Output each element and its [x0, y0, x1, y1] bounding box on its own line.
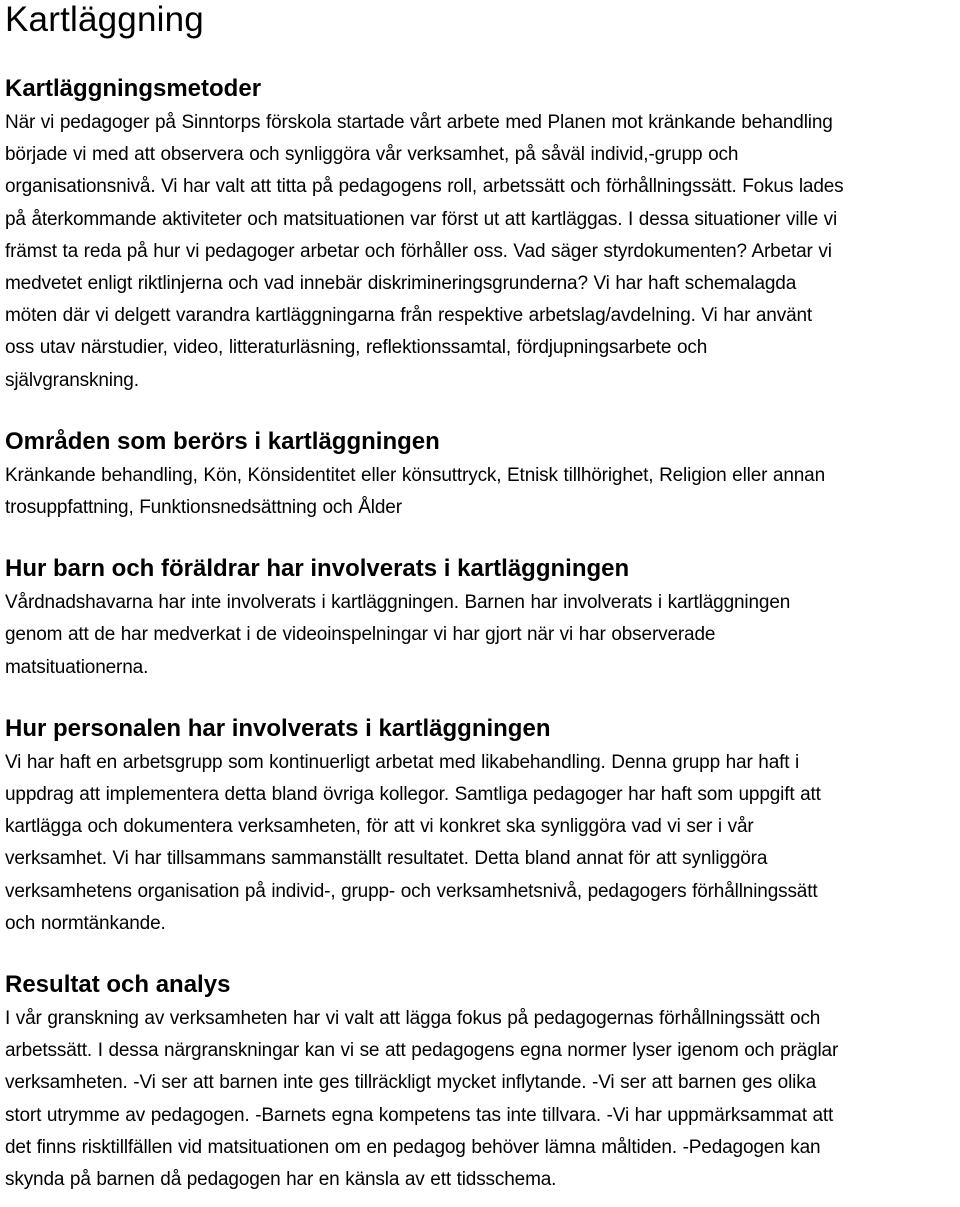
text-line: Kränkande behandling, Kön, Könsidentitet eller könsuttryck, Etnisk tillhörighet, Religion eller annan: [5, 464, 826, 486]
section-heading-barn-foraldrar: Hur barn och föräldrar har involverats i kartläggningen: [5, 555, 630, 583]
document-page: [5, 0, 953, 1196]
text-line: främst ta reda på hur vi pedagoger arbetar och förhåller oss. Vad säger styrdokumenten? Arbetar vi: [5, 240, 832, 262]
text-line: uppdrag att implementera detta bland övriga kollegor. Samtliga pedagoger har haft som uppgift att: [5, 784, 821, 806]
text-line: skynda på barnen då pedagogen har en känsla av ett tidsschema.: [5, 1169, 557, 1191]
text-line: genom att de har medverkat i de videoinspelningar vi har gjort när vi har observerade: [5, 624, 716, 646]
page-title: Kartläggning: [5, 0, 204, 39]
section-body-barn-foraldrar: [5, 587, 953, 684]
text-line: stort utrymme av pedagogen. -Barnets egna kompetens tas inte tillvara. -Vi har uppmärksammat att: [5, 1104, 834, 1126]
text-line: kartlägga och dokumentera verksamheten, för att vi konkret ska synliggöra vad vi ser i vår: [5, 816, 754, 838]
text-line: oss utav närstudier, video, litteraturläsning, reflektionssamtal, fördjupningsarbete och: [5, 337, 708, 359]
section-heading-resultat: Resultat och analys: [5, 971, 231, 999]
text-line: och normtänkande.: [5, 912, 166, 934]
section-body-resultat: [5, 1003, 953, 1196]
text-line: medvetet enligt riktlinjerna och vad innebär diskrimineringsgrunderna? Vi har haft schemalagda: [5, 273, 797, 295]
text-line: på återkommande aktiviteter och matsituationen var först ut att kartläggas. I dessa situationer ville vi: [5, 208, 838, 230]
section-heading-omraden: Områden som berörs i kartläggningen: [5, 427, 440, 455]
text-line: det finns risktillfällen vid matsituationen om en pedagog behöver lämna måltiden. -Pedagogen kan: [5, 1136, 821, 1158]
section-heading-kartlaggningsmetoder: Kartläggningsmetoder: [5, 75, 262, 102]
text-line: Vi har haft en arbetsgrupp som kontinuerligt arbetat med likabehandling. Denna grupp har haft i: [5, 751, 800, 773]
section-heading-personalen: Hur personalen har involverats i kartläggningen: [5, 714, 551, 742]
text-line: matsituationerna.: [5, 656, 149, 678]
text-line: självgranskning.: [5, 369, 139, 391]
text-line: Vårdnadshavarna har inte involverats i kartläggningen. Barnen har involverats i kartläggningen: [5, 592, 791, 614]
text-line: verksamhet. Vi har tillsammans sammanställt resultatet. Detta bland annat för att synliggöra: [5, 848, 768, 870]
section-body-personalen: [5, 747, 953, 940]
section-body-kartlaggningsmetoder: [5, 107, 953, 397]
text-line: verksamhetens organisation på individ-, grupp- och verksamhetsnivå, pedagogers förhållningssätt: [5, 880, 818, 902]
section-body-omraden: [5, 460, 953, 524]
text-line: verksamheten. -Vi ser att barnen inte ges tillräckligt mycket inflytande. -Vi ser att barnen ges olika: [5, 1072, 817, 1094]
text-line: När vi pedagoger på Sinntorps förskola startade vårt arbete med Planen mot kränkande behandling: [5, 112, 833, 133]
text-line: trosuppfattning, Funktionsnedsättning och Ålder: [5, 497, 402, 519]
text-line: arbetssätt. I dessa närgranskningar kan vi se att pedagogens egna normer lyser igenom och präglar: [5, 1040, 839, 1062]
text-line: I vår granskning av verksamheten har vi valt att lägga fokus på pedagogernas förhållningssätt och: [5, 1008, 821, 1030]
text-line: började vi med att observera och synliggöra vår verksamhet, på såväl individ,-grupp och: [5, 144, 739, 166]
text-line: möten där vi delgett varandra kartläggningarna från respektive arbetslag/avdelning. Vi har använt: [5, 305, 813, 327]
text-line: organisationsnivå. Vi har valt att titta på pedagogens roll, arbetssätt och förhållningssätt. Fokus lades: [5, 176, 844, 198]
